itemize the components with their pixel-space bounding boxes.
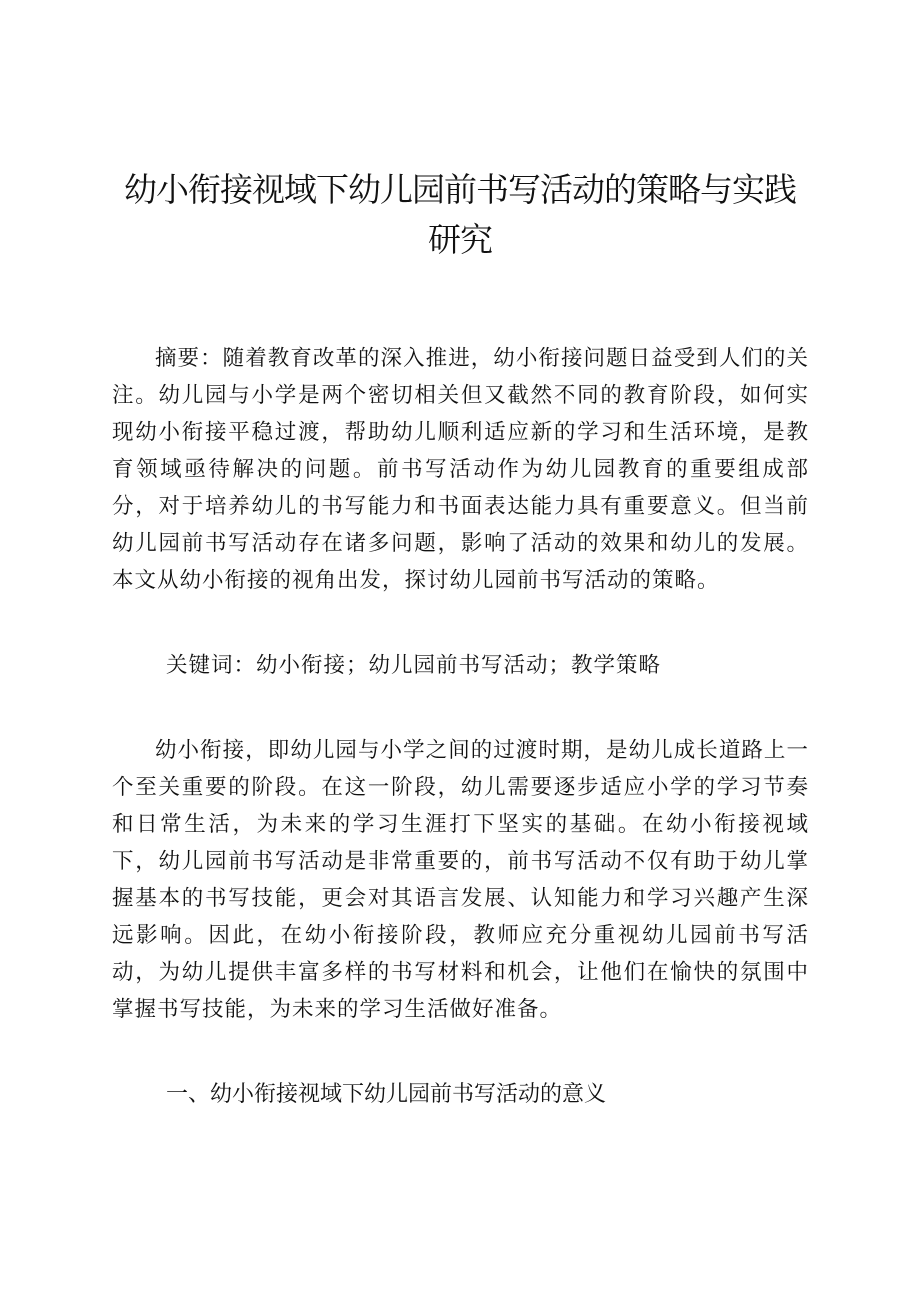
keywords-line: 关键词：幼小衔接；幼儿园前书写活动；教学策略	[166, 653, 662, 678]
body-paragraph: 幼小衔接，即幼儿园与小学之间的过渡时期，是幼儿成长道路上一个至关重要的阶段。在这一阶段，幼儿需要逐步适应小学的学习节奏和日常生活，为未来的学习生涯打下坚实的基础。在幼小衔接视域下，幼儿园前书写活动是非常重要的，前书写活动不仅有助于幼儿掌握基本的书写技能，更会对其语言发展、认知能力和学习兴趣产生深远影响。因此，在幼小衔接阶段，教师应充分重视幼儿园前书写活动，为幼儿提供丰富多样的书写材料和机会，让他们在愉快的氛围中掌握书写技能，为未来的学习生活做好准备。	[112, 738, 809, 1022]
document-title: 幼小衔接视域下幼儿园前书写活动的策略与实践研究	[124, 170, 796, 259]
section-heading: 一、幼小衔接视域下幼儿园前书写活动的意义	[166, 1082, 607, 1107]
abstract-paragraph: 摘要：随着教育改革的深入推进，幼小衔接问题日益受到人们的关注。幼儿园与小学是两个密切相关但又截然不同的教育阶段，如何实现幼小衔接平稳过渡，帮助幼儿顺利适应新的学习和生活环境，是教育领域亟待解决的问题。前书写活动作为幼儿园教育的重要组成部分，对于培养幼儿的书写能力和书面表达能力具有重要意义。但当前幼儿园前书写活动存在诸多问题，影响了活动的效果和幼儿的发展。本文从幼小衔接的视角出发，探讨幼儿园前书写活动的策略。	[112, 346, 809, 593]
